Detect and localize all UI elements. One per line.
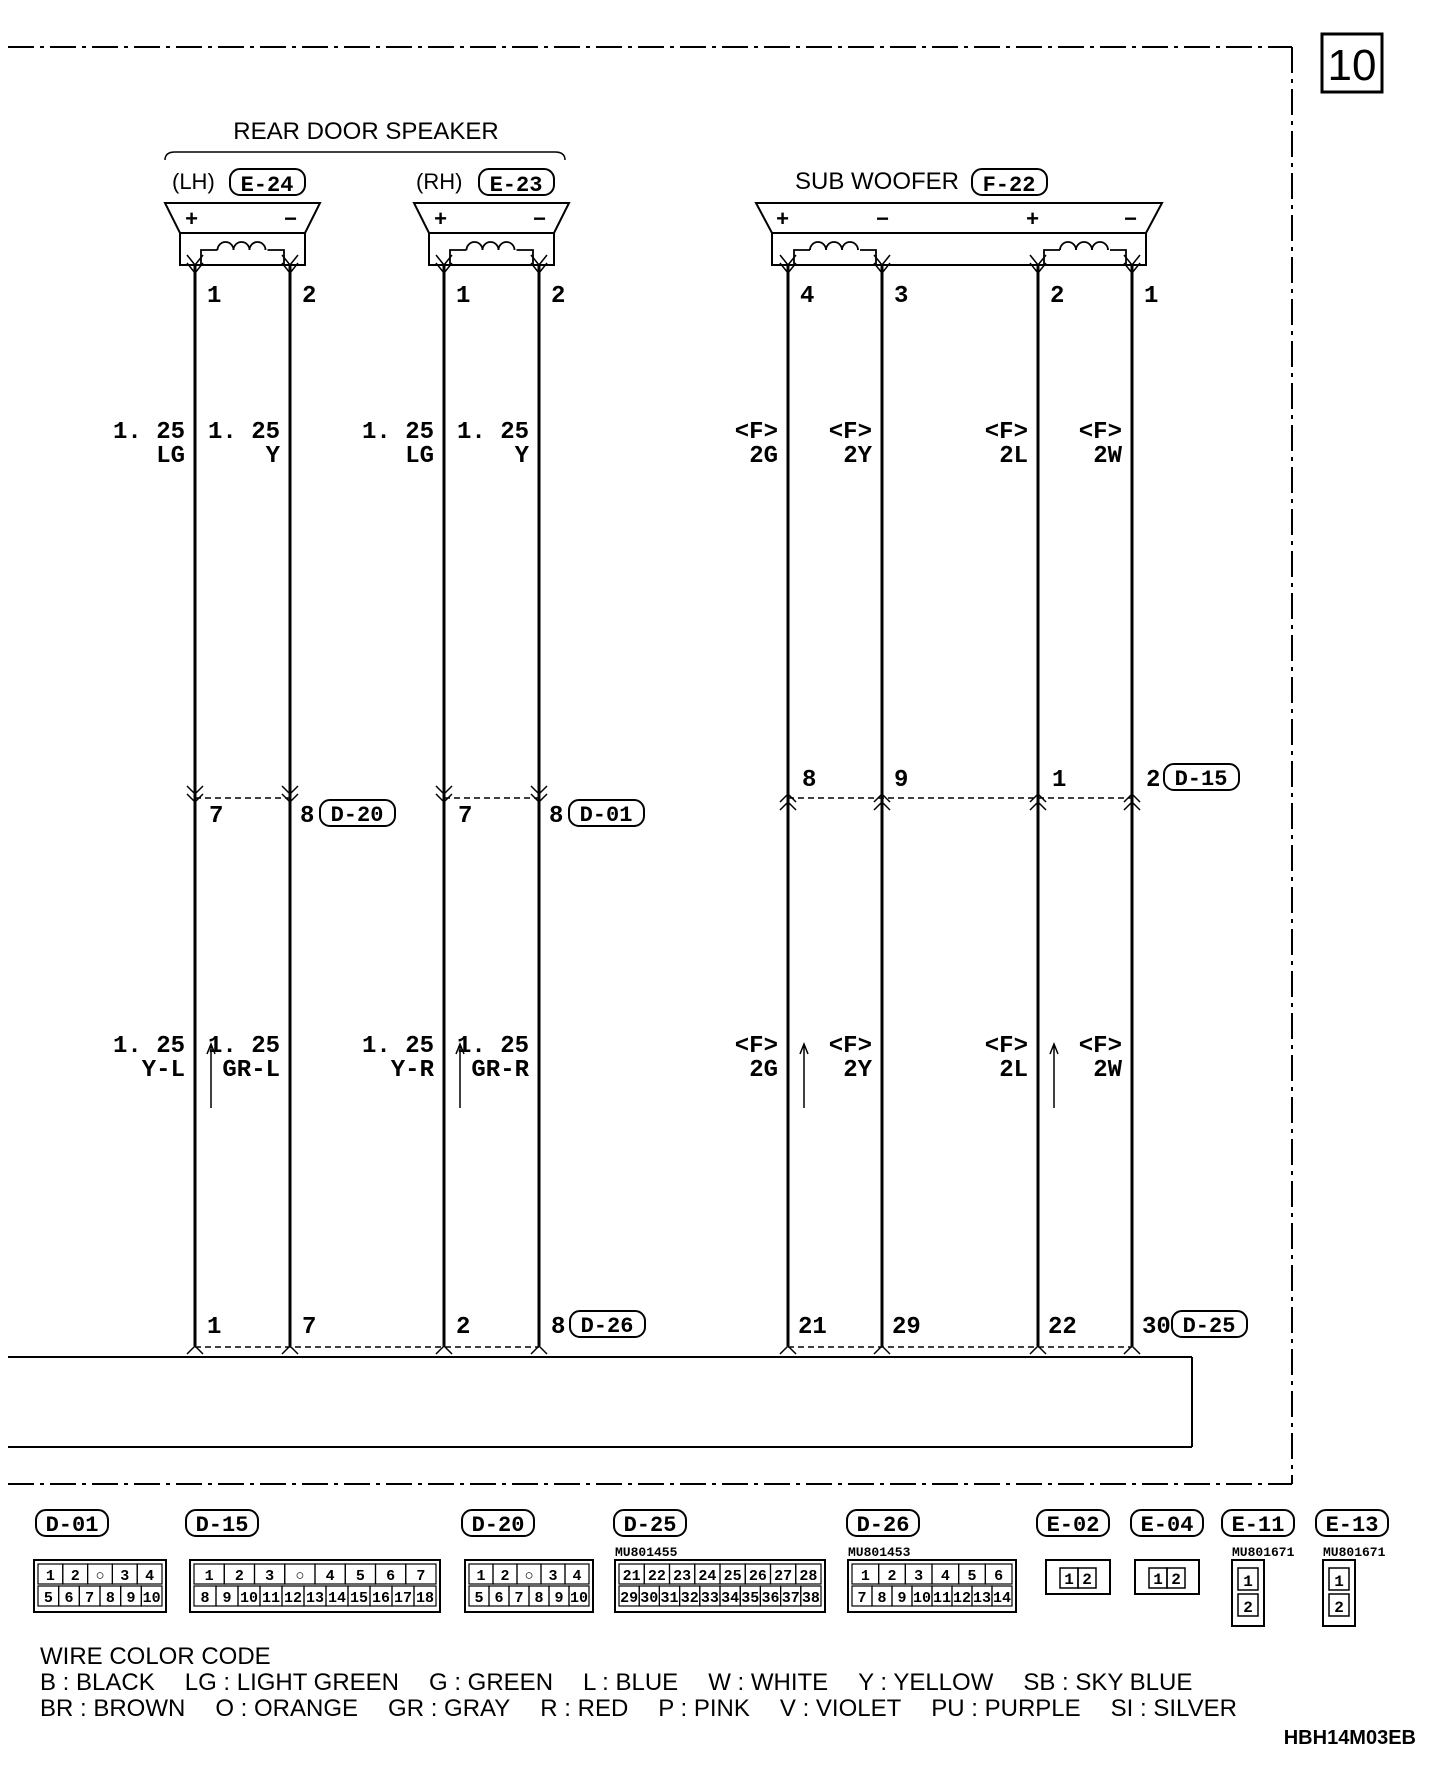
- wire-size: 1. 25: [112, 419, 185, 446]
- connector-view-d-01: [34, 1510, 166, 1612]
- color-code-item: V : VIOLET: [779, 1695, 902, 1722]
- svg-text:3: 3: [548, 1568, 558, 1585]
- pin-number: 21: [798, 1314, 827, 1341]
- pin-number: 2: [551, 283, 566, 310]
- wire-color: GR-R: [471, 1057, 529, 1084]
- svg-text:1: 1: [1334, 1573, 1344, 1591]
- connector-tag-d20: [320, 800, 395, 828]
- svg-text:1: 1: [476, 1568, 486, 1585]
- svg-text:1: 1: [45, 1568, 55, 1585]
- svg-text:D-01: D-01: [579, 803, 633, 828]
- svg-text:13: 13: [305, 1590, 325, 1607]
- svg-text:25: 25: [723, 1568, 742, 1585]
- svg-text:−: −: [876, 208, 890, 233]
- svg-text:10: 10: [569, 1590, 589, 1607]
- svg-text:23: 23: [673, 1568, 692, 1585]
- svg-text:18: 18: [415, 1590, 435, 1607]
- color-code-item: G : GREEN: [429, 1669, 554, 1696]
- svg-text:2: 2: [234, 1568, 244, 1585]
- connector-tag-e24: [230, 169, 305, 198]
- svg-text:7: 7: [416, 1568, 426, 1585]
- connector-view-id: E-02: [1046, 1513, 1100, 1538]
- wire-size: 1. 25: [361, 419, 434, 446]
- svg-text:7: 7: [514, 1590, 524, 1607]
- wire-color: Y-L: [141, 1057, 185, 1084]
- page-number-box: [1322, 34, 1382, 92]
- wire-color: 2L: [999, 1057, 1028, 1084]
- svg-text:10: 10: [912, 1590, 932, 1607]
- pin-number: 2: [1050, 283, 1065, 310]
- sub-woofer: [756, 203, 1162, 265]
- pin-number: 8: [549, 803, 564, 830]
- svg-text:1: 1: [860, 1568, 870, 1585]
- svg-text:22: 22: [647, 1568, 666, 1585]
- coil-symbol: [450, 242, 533, 264]
- svg-text:2: 2: [1243, 1599, 1253, 1617]
- wire-color: Y-R: [390, 1057, 434, 1084]
- svg-text:14: 14: [327, 1590, 347, 1607]
- pin-number: 1: [1052, 767, 1067, 794]
- part-number: MU801671: [1323, 1545, 1386, 1560]
- svg-text:+: +: [434, 208, 448, 233]
- svg-text:30: 30: [640, 1590, 659, 1607]
- svg-text:○: ○: [524, 1568, 534, 1585]
- svg-text:2: 2: [887, 1568, 897, 1585]
- svg-text:15: 15: [349, 1590, 369, 1607]
- wire-color: 2Y: [843, 443, 872, 470]
- wire-size: <F>: [984, 1033, 1028, 1060]
- wire-color-code-row-1: [40, 1670, 1267, 1696]
- wire-color: 2G: [749, 1057, 778, 1084]
- svg-text:14: 14: [992, 1590, 1012, 1607]
- svg-text:+: +: [1026, 208, 1040, 233]
- pin-number: 3: [894, 283, 909, 310]
- color-code-item: LG : LIGHT GREEN: [184, 1669, 399, 1696]
- svg-text:F-22: F-22: [982, 173, 1036, 198]
- svg-text:2: 2: [1082, 1571, 1092, 1589]
- connector-view-id: D-25: [623, 1513, 677, 1538]
- svg-text:5: 5: [967, 1568, 977, 1585]
- svg-text:E-23: E-23: [489, 173, 543, 198]
- pin-number: 1: [207, 1314, 222, 1341]
- svg-text:11: 11: [261, 1590, 281, 1607]
- wire-color-code-title: WIRE COLOR CODE: [40, 1643, 271, 1670]
- svg-text:9: 9: [222, 1590, 232, 1607]
- color-code-item: L : BLUE: [583, 1669, 679, 1696]
- svg-text:13: 13: [972, 1590, 992, 1607]
- wire-size: <F>: [828, 419, 872, 446]
- svg-text:2: 2: [500, 1568, 510, 1585]
- svg-text:6: 6: [386, 1568, 396, 1585]
- rh-label: (RH): [416, 169, 463, 194]
- svg-text:35: 35: [741, 1590, 760, 1607]
- svg-text:2: 2: [70, 1568, 80, 1585]
- wire-size: 1. 25: [207, 1033, 280, 1060]
- wire-color: 2W: [1093, 1057, 1122, 1084]
- pin-number: 7: [209, 803, 224, 830]
- color-code-item: SB : SKY BLUE: [1023, 1669, 1193, 1696]
- pin-number: 30: [1142, 1314, 1171, 1341]
- svg-text:D-20: D-20: [330, 803, 384, 828]
- svg-text:1: 1: [1153, 1571, 1163, 1589]
- svg-text:9: 9: [554, 1590, 564, 1607]
- svg-text:6: 6: [64, 1590, 74, 1607]
- pin-number: 9: [894, 767, 909, 794]
- color-code-item: R : RED: [540, 1695, 629, 1722]
- connector-view-e-02: [1037, 1510, 1110, 1594]
- svg-text:9: 9: [126, 1590, 136, 1607]
- svg-text:5: 5: [355, 1568, 365, 1585]
- pin-number: 22: [1048, 1314, 1077, 1341]
- coil-symbol: [794, 242, 876, 264]
- connector-view-id: D-01: [45, 1513, 99, 1538]
- connector-tag-e23: [479, 169, 554, 198]
- wire-color: LG: [156, 443, 185, 470]
- connector-tag-f22: [972, 169, 1047, 198]
- connector-view-e-04: [1131, 1510, 1203, 1594]
- svg-text:21: 21: [622, 1568, 641, 1585]
- pin-number: 2: [302, 283, 317, 310]
- wire-size: 1. 25: [456, 1033, 529, 1060]
- wire-color: 2G: [749, 443, 778, 470]
- svg-text:24: 24: [698, 1568, 717, 1585]
- svg-text:2: 2: [1171, 1571, 1181, 1589]
- svg-text:33: 33: [700, 1590, 719, 1607]
- svg-text:4: 4: [145, 1568, 155, 1585]
- wire-size: 1. 25: [456, 419, 529, 446]
- svg-text:D-25: D-25: [1182, 1314, 1236, 1339]
- svg-text:8: 8: [105, 1590, 115, 1607]
- wire-size: <F>: [1078, 419, 1122, 446]
- svg-text:D-15: D-15: [1174, 767, 1228, 792]
- coil-symbol: [201, 242, 284, 264]
- connector-view-e-13: [1316, 1510, 1388, 1626]
- wire-size: <F>: [828, 1033, 872, 1060]
- svg-text:36: 36: [761, 1590, 780, 1607]
- color-code-item: O : ORANGE: [215, 1695, 359, 1722]
- svg-text:32: 32: [680, 1590, 699, 1607]
- connector-view-id: E-13: [1325, 1513, 1379, 1538]
- svg-text:4: 4: [325, 1568, 335, 1585]
- svg-text:8: 8: [200, 1590, 210, 1607]
- svg-text:+: +: [776, 208, 790, 233]
- svg-text:2: 2: [1334, 1599, 1344, 1617]
- svg-text:○: ○: [295, 1568, 305, 1585]
- rear-door-speaker-title: REAR DOOR SPEAKER: [233, 118, 499, 145]
- wire-color: LG: [405, 443, 434, 470]
- pin-number: 8: [802, 767, 817, 794]
- sub-woofer-title: SUB WOOFER: [795, 168, 960, 195]
- color-code-item: B : BLACK: [40, 1669, 155, 1696]
- svg-text:○: ○: [95, 1568, 105, 1585]
- wire-color-code-row-2: [40, 1696, 1267, 1722]
- pin-number: 2: [1146, 767, 1161, 794]
- svg-text:31: 31: [660, 1590, 679, 1607]
- svg-text:8: 8: [534, 1590, 544, 1607]
- connector-view-id: E-04: [1140, 1513, 1194, 1538]
- color-code-item: W : WHITE: [708, 1669, 829, 1696]
- svg-text:4: 4: [940, 1568, 950, 1585]
- part-number: MU801671: [1232, 1545, 1295, 1560]
- wire-size: 1. 25: [207, 419, 280, 446]
- svg-text:28: 28: [799, 1568, 818, 1585]
- svg-text:10: 10: [142, 1590, 161, 1607]
- connector-tag-d15: [1164, 764, 1239, 792]
- wire-size: <F>: [984, 419, 1028, 446]
- svg-text:27: 27: [774, 1568, 793, 1585]
- color-code-item: SI : SILVER: [1110, 1695, 1237, 1722]
- svg-text:37: 37: [781, 1590, 800, 1607]
- color-code-item: Y : YELLOW: [858, 1669, 994, 1696]
- diagram-code: HBH14M03EB: [1283, 1727, 1416, 1749]
- svg-text:11: 11: [932, 1590, 952, 1607]
- connector-view-id: D-20: [471, 1513, 525, 1538]
- pin-number: 29: [892, 1314, 921, 1341]
- connector-view-d-15: [186, 1510, 440, 1612]
- svg-text:6: 6: [494, 1590, 504, 1607]
- svg-text:10: 10: [239, 1590, 259, 1607]
- wire-color: 2W: [1093, 443, 1122, 470]
- svg-text:17: 17: [393, 1590, 413, 1607]
- svg-text:5: 5: [474, 1590, 484, 1607]
- svg-text:12: 12: [283, 1590, 303, 1607]
- part-number: MU801455: [615, 1545, 678, 1560]
- pin-number: 8: [551, 1314, 566, 1341]
- svg-text:38: 38: [801, 1590, 820, 1607]
- pin-number: 2: [456, 1314, 471, 1341]
- rear-door-speaker-brace: [165, 152, 565, 160]
- pin-number: 1: [1144, 283, 1159, 310]
- svg-text:34: 34: [721, 1590, 740, 1607]
- svg-text:7: 7: [857, 1590, 867, 1607]
- signal-arrow: [800, 1044, 808, 1108]
- svg-text:1: 1: [1064, 1571, 1074, 1589]
- svg-text:16: 16: [371, 1590, 391, 1607]
- pin-number: 4: [800, 283, 815, 310]
- pin-number: 8: [300, 803, 315, 830]
- connector-view-d-20: [462, 1510, 593, 1612]
- wire-size: <F>: [734, 419, 778, 446]
- lh-label: (LH): [172, 169, 215, 194]
- connector-view-id: D-26: [856, 1513, 910, 1538]
- svg-text:−: −: [533, 208, 547, 233]
- svg-text:E-24: E-24: [240, 173, 294, 198]
- wire-color: 2L: [999, 443, 1028, 470]
- svg-text:26: 26: [748, 1568, 767, 1585]
- connector-view-e-11: [1222, 1510, 1295, 1626]
- svg-text:D-26: D-26: [580, 1314, 634, 1339]
- connector-tag-d26: [570, 1311, 645, 1339]
- connector-view-id: E-11: [1231, 1513, 1285, 1538]
- pin-number: 1: [207, 283, 222, 310]
- wire-color: Y: [514, 443, 529, 470]
- connector-tag-d25: [1172, 1311, 1247, 1339]
- wire-color-code: [40, 1644, 1267, 1722]
- wire-color: Y: [265, 443, 280, 470]
- svg-text:12: 12: [952, 1590, 972, 1607]
- signal-arrow: [1050, 1044, 1058, 1108]
- svg-text:1: 1: [204, 1568, 214, 1585]
- svg-text:7: 7: [85, 1590, 95, 1607]
- svg-text:+: +: [185, 208, 199, 233]
- pin-number: 7: [302, 1314, 317, 1341]
- pin-number: 7: [458, 803, 473, 830]
- pin-number: 1: [456, 283, 471, 310]
- connector-view-id: D-15: [195, 1513, 249, 1538]
- color-code-item: PU : PURPLE: [931, 1695, 1081, 1722]
- audio-unit-box: [8, 1357, 1192, 1447]
- svg-text:−: −: [1124, 208, 1138, 233]
- connector-tag-d01: [569, 800, 644, 828]
- svg-text:3: 3: [914, 1568, 924, 1585]
- wire-size: 1. 25: [112, 1033, 185, 1060]
- svg-text:9: 9: [897, 1590, 907, 1607]
- svg-text:8: 8: [877, 1590, 887, 1607]
- svg-text:1: 1: [1243, 1573, 1253, 1591]
- part-number: MU801453: [848, 1545, 911, 1560]
- wire-size: <F>: [734, 1033, 778, 1060]
- svg-text:4: 4: [572, 1568, 582, 1585]
- svg-text:3: 3: [265, 1568, 275, 1585]
- color-code-item: BR : BROWN: [40, 1695, 186, 1722]
- wire-size: <F>: [1078, 1033, 1122, 1060]
- svg-text:6: 6: [994, 1568, 1004, 1585]
- wire-color: 2Y: [843, 1057, 872, 1084]
- color-code-item: P : PINK: [658, 1695, 750, 1722]
- color-code-item: GR : GRAY: [388, 1695, 511, 1722]
- page-number: 10: [1327, 41, 1377, 90]
- wire-size: 1. 25: [361, 1033, 434, 1060]
- svg-text:3: 3: [120, 1568, 130, 1585]
- connector-view-d-25: [614, 1510, 825, 1612]
- wire-color: GR-L: [222, 1057, 280, 1084]
- svg-text:29: 29: [620, 1590, 639, 1607]
- svg-text:5: 5: [43, 1590, 53, 1607]
- connector-view-d-26: [847, 1510, 1016, 1612]
- coil-symbol: [1044, 242, 1126, 264]
- svg-text:−: −: [284, 208, 298, 233]
